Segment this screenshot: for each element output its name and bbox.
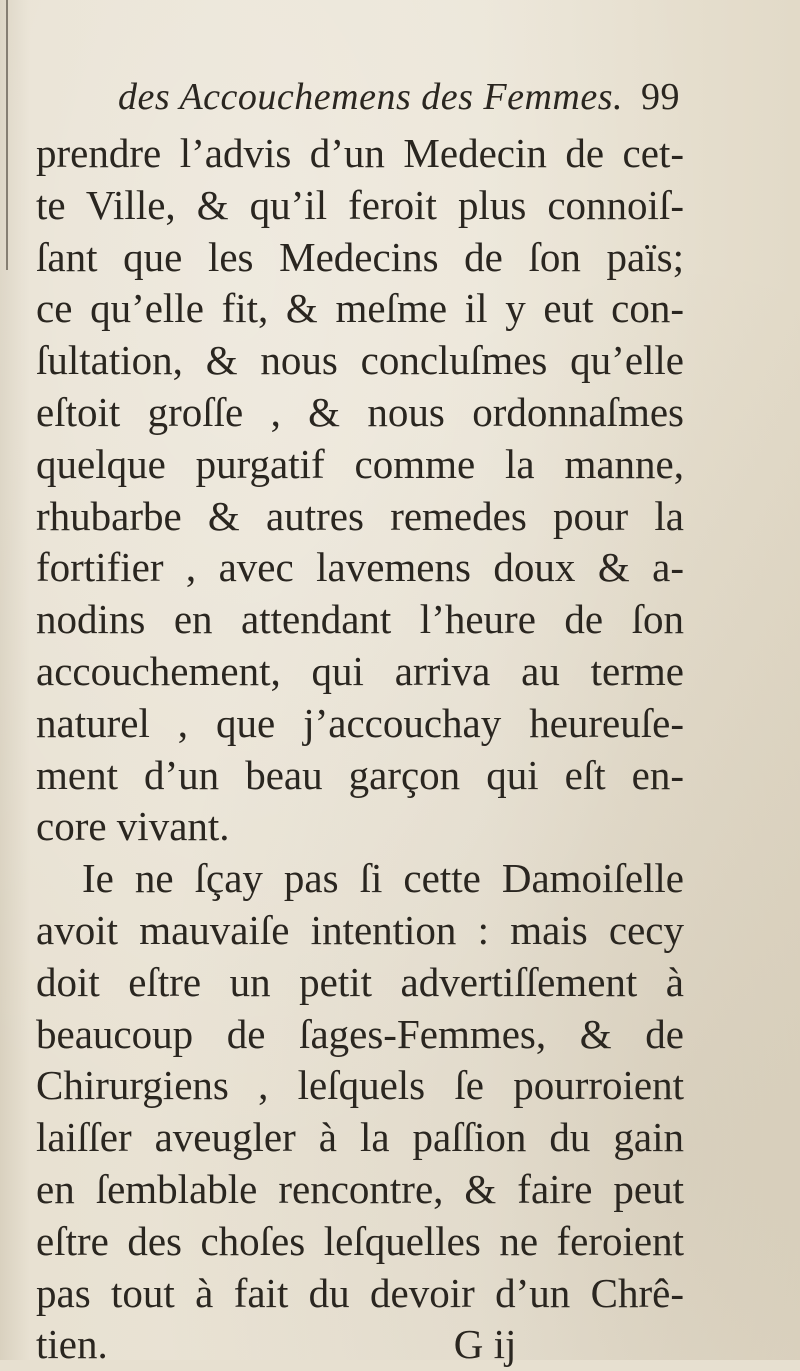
running-title: des Accouchemens des Femmes. — [118, 76, 624, 118]
page-gutter-edge — [6, 0, 8, 270]
text-line-end: tien. — [36, 1321, 108, 1368]
text-line: ment d’un beau garçon qui eſt en- — [36, 751, 684, 798]
text-line: te Ville, & qu’il feroit plus connoiſ- — [36, 181, 684, 228]
text-line: prendre l’advis d’un Medecin de cet- — [36, 130, 684, 176]
text-line: doit eſtre un petit advertiſſement à — [36, 958, 684, 1005]
paragraph-2 — [36, 853, 684, 1371]
text-line: quelque purgatif comme la manne, — [36, 440, 684, 487]
text-line: eſtoit groſſe , & nous ordonnaſmes — [36, 388, 684, 435]
body-text — [36, 128, 684, 1371]
text-line-with-signature — [36, 1319, 684, 1371]
paragraph-1 — [36, 128, 684, 853]
text-line: core vivant. — [36, 803, 230, 850]
text-line: avoit mauvaiſe intention : mais cecy — [36, 906, 684, 953]
text-line: en ſemblable rencontre, & faire peut — [36, 1165, 684, 1212]
signature-mark: G ij — [453, 1321, 517, 1368]
text-line: fortifier , avec lavemens doux & a- — [36, 544, 684, 591]
text-line: ce qu’elle fit, & meſme il y eut con- — [36, 285, 684, 332]
text-line: pas tout à fait du devoir d’un Chrê- — [36, 1269, 684, 1316]
page-number: 99 — [641, 76, 681, 118]
text-line: ſant que les Medecins de ſon païs; — [36, 233, 684, 280]
text-line: rhubarbe & autres remedes pour la — [36, 492, 684, 539]
text-line: eſtre des choſes leſquelles ne feroient — [36, 1217, 684, 1264]
text-line: ſultation, & nous concluſmes qu’elle — [36, 337, 684, 384]
text-line: beaucoup de ſages-Femmes, & de — [36, 1010, 684, 1057]
text-line: Chirurgiens , leſquels ſe pourroient — [36, 1062, 684, 1109]
text-line: naturel , que j’accouchay heureuſe- — [36, 699, 684, 746]
text-line: laiſſer aveugler à la paſſion du gain — [36, 1114, 684, 1161]
text-line: Ie ne ſçay pas ſi cette Damoiſelle — [82, 855, 684, 902]
running-header — [118, 70, 718, 124]
text-line: nodins en attendant l’heure de ſon — [36, 596, 684, 643]
text-line: accouchement, qui arriva au terme — [36, 647, 684, 694]
